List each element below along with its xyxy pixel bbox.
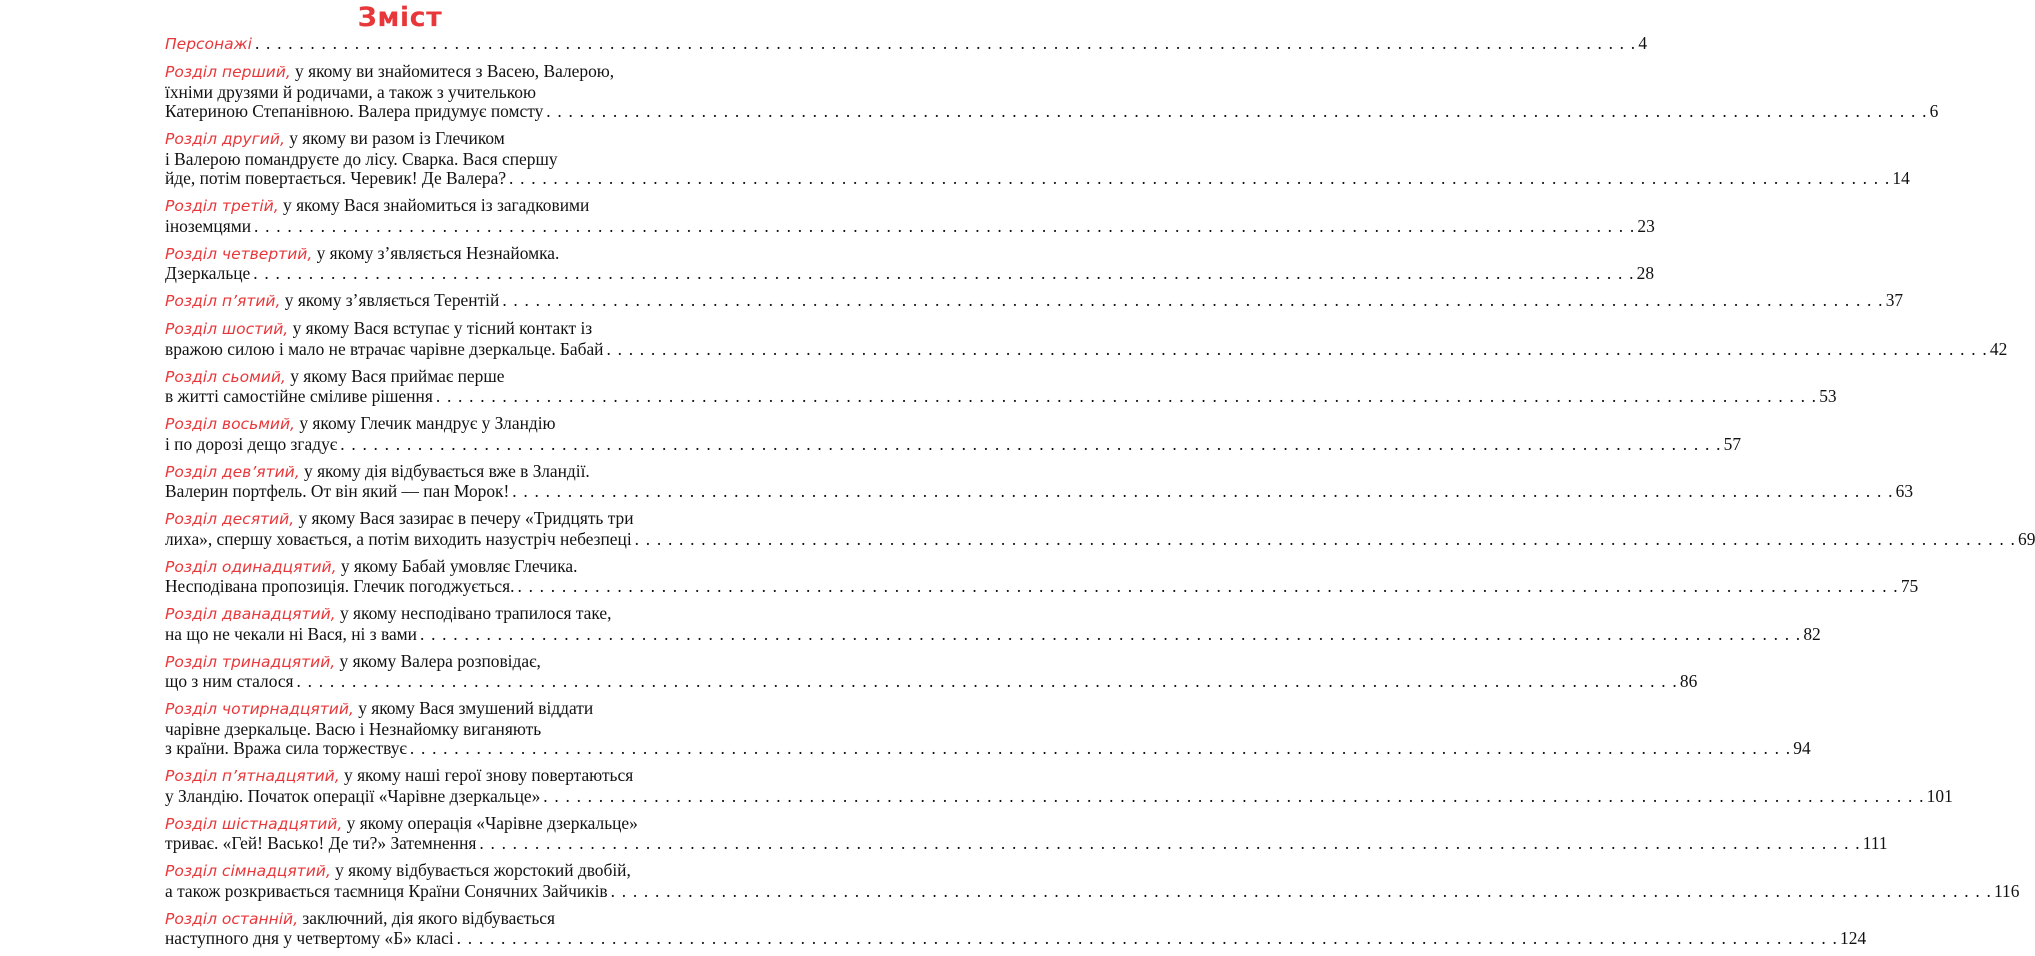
chapter-heading: Розділ перший, — [165, 63, 291, 81]
chapter-description: у якому наші герої знову повертаються — [339, 765, 634, 785]
chapter-description: Валерин портфель. От він який — пан Морок! — [165, 481, 510, 501]
toc-entry-line — [165, 766, 632, 787]
toc-entry[interactable] — [165, 195, 1655, 236]
toc-entry-text — [165, 604, 611, 625]
toc-entry-line — [165, 386, 1837, 407]
toc-entry-line — [165, 785, 1953, 807]
toc-entry-line — [165, 215, 1655, 237]
chapter-description: йде, потім повертається. Черевик! Де Валера? — [165, 168, 507, 188]
toc-entry-line — [165, 367, 632, 388]
toc-entry-line — [165, 462, 632, 483]
chapter-heading: Розділ чотирнадцятий, — [165, 700, 354, 718]
toc-entry-line — [165, 196, 632, 217]
page-number: 69 — [2018, 528, 2035, 549]
dot-leader — [407, 739, 1791, 759]
toc-entry-text — [165, 557, 577, 578]
page-number: 82 — [1803, 623, 1821, 644]
chapter-description: у якому ви знайомитеся з Васею, Валерою, — [290, 61, 615, 81]
toc-entry[interactable] — [165, 698, 1811, 759]
toc-entry-line — [165, 557, 632, 578]
chapter-description: з країни. Вража сила торжествує — [165, 738, 407, 758]
toc-entry[interactable] — [165, 365, 1837, 407]
toc-entry[interactable] — [165, 603, 1821, 644]
toc-entry-text — [165, 509, 634, 530]
dot-leader — [499, 291, 1883, 311]
toc-entry[interactable] — [165, 812, 1888, 854]
toc-entry-line — [165, 720, 632, 740]
toc-entry-line — [165, 604, 632, 625]
chapter-description: триває. «Гей! Васько! Де ти?» Затемнення — [165, 833, 477, 853]
toc-entry-line — [165, 62, 632, 83]
toc-entry-line — [165, 33, 1648, 55]
dot-leader — [506, 169, 1890, 189]
toc-entry-line — [165, 168, 1910, 189]
toc-entry-text — [165, 414, 556, 435]
page-number: 14 — [1892, 168, 1910, 188]
toc-entry-text — [165, 787, 540, 807]
chapter-heading: Розділ дев’ятий, — [165, 462, 300, 481]
toc-entry-text — [165, 129, 505, 150]
toc-entry-text — [165, 169, 506, 189]
chapter-heading: Розділ одинадцятий, — [165, 557, 337, 576]
chapter-heading: Розділ п’ятнадцятий, — [165, 767, 340, 785]
chapter-heading: Розділ четвертий, — [165, 244, 313, 263]
chapter-description: заключний, дія якого відбувається — [298, 907, 556, 928]
toc-entry-text — [165, 530, 632, 550]
toc-entry[interactable] — [165, 650, 1698, 692]
toc-entry-line — [165, 319, 632, 340]
chapter-description: чарівне дзеркальце. Васю і Незнайомку виганяють — [165, 718, 542, 739]
dot-leader — [454, 929, 1838, 949]
chapter-heading: Розділ шостий, — [165, 320, 289, 338]
toc-entry-line — [165, 290, 1904, 312]
toc-entry-line — [165, 129, 632, 150]
chapter-description: у якому Бабай умовляє Глечика. — [336, 555, 578, 576]
chapter-description: а також розкривається таємниця Країни Сонячних Зайчиків — [165, 880, 608, 901]
dot-leader — [509, 482, 1893, 502]
chapter-heading: Розділ п’ятий, — [165, 292, 281, 310]
toc-entry-line — [165, 414, 632, 435]
chapter-description: у якому Вася вступає у тісний контакт із — [288, 318, 593, 338]
toc-entry-text — [165, 244, 559, 265]
dot-leader — [337, 435, 1721, 455]
chapter-description: вражою силою і мало не втрачає чарівне дзеркальце. Бабай — [165, 338, 604, 359]
toc-entry[interactable] — [165, 318, 2008, 359]
chapter-description: лиха», спершу ховається, а потім виходить назустріч небезпеці — [165, 528, 632, 549]
chapter-description: їхніми друзями й родичами, а також з учителькою — [165, 81, 536, 102]
toc-entry-line — [165, 623, 1821, 645]
dot-leader — [632, 530, 2016, 550]
toc-entry-text — [165, 462, 590, 483]
chapter-description: у якому несподівано трапилося таке, — [335, 603, 612, 623]
chapter-description: Дзеркальце — [165, 263, 251, 283]
dot-leader — [433, 387, 1817, 407]
page-number: 111 — [1862, 833, 1888, 853]
toc-entry-line — [165, 576, 1919, 597]
toc-entry-text — [165, 34, 252, 55]
toc-entry-text — [165, 814, 638, 835]
toc-entry-line — [165, 528, 2035, 550]
toc-entry-text — [165, 834, 476, 854]
toc-entry[interactable] — [165, 860, 2020, 901]
toc-entry[interactable] — [165, 765, 1953, 806]
chapter-description: у якому відбувається жорстокий двобій, — [330, 860, 631, 880]
chapter-heading: Персонажі — [165, 35, 252, 53]
chapter-description: у якому Вася зазирає в печеру «Тридцять три — [294, 508, 634, 528]
dot-leader — [514, 577, 1898, 597]
toc-entry-line — [165, 738, 1811, 759]
chapter-description: у якому з’являється Незнайомка. — [312, 242, 560, 263]
toc-entry-text — [165, 196, 589, 217]
toc-entry-line — [165, 928, 1867, 949]
toc-entry-line — [165, 880, 2020, 902]
page-number: 23 — [1637, 215, 1655, 236]
page-number: 28 — [1636, 263, 1655, 283]
toc-entry-text — [165, 435, 337, 455]
toc-entry-line — [165, 150, 632, 170]
toc-entry-text — [165, 652, 541, 673]
dot-leader — [294, 672, 1678, 692]
chapter-description: у якому операція «Чарівне дзеркальце» — [342, 812, 638, 833]
chapter-description: у якому Вася приймає перше — [285, 365, 505, 386]
page-number: 37 — [1885, 290, 1904, 310]
chapter-description: у якому Вася змушений віддати — [353, 698, 594, 718]
toc-entry-line — [165, 861, 632, 882]
toc-entry-text — [165, 699, 593, 720]
toc-entry-text — [165, 367, 504, 388]
toc-entry-text — [165, 217, 251, 237]
chapter-heading: Розділ сімнадцятий, — [165, 862, 331, 880]
dot-leader — [252, 34, 1636, 54]
dot-leader — [417, 625, 1801, 645]
page-number: 4 — [1638, 33, 1648, 53]
toc-entry[interactable] — [165, 242, 1655, 284]
toc-entry-text — [165, 340, 604, 360]
chapter-heading: Розділ восьмий, — [165, 415, 295, 433]
toc-entry-text — [165, 739, 407, 759]
toc-entry[interactable] — [165, 61, 1939, 122]
chapter-description: і по дорозі дещо згадує — [165, 433, 338, 454]
toc-entry-line — [165, 812, 638, 835]
page-number: 101 — [1926, 785, 1953, 806]
toc-entry-line — [165, 909, 632, 930]
toc-entry-text — [165, 387, 433, 407]
page-number: 63 — [1895, 481, 1914, 501]
toc-entry[interactable] — [165, 290, 1904, 312]
toc-entry[interactable] — [165, 555, 1919, 597]
toc-entry-line — [165, 652, 632, 673]
chapter-description: в житті самостійне сміливе рішення — [165, 386, 433, 406]
page-number: 94 — [1793, 738, 1811, 758]
chapter-description: у якому ви разом із Глечиком — [284, 128, 505, 148]
page-title: Зміст — [357, 2, 443, 33]
toc-entry-text — [165, 720, 541, 740]
toc-entry-text — [165, 102, 543, 122]
page-number: 6 — [1929, 101, 1939, 121]
toc-entry-line — [165, 833, 1888, 854]
page-number: 42 — [1989, 338, 2008, 359]
toc-entry-text — [165, 766, 633, 787]
page-number: 116 — [1994, 880, 2020, 901]
toc-entry-line — [165, 509, 632, 530]
chapter-heading: Розділ десятий, — [165, 510, 295, 528]
dot-leader — [608, 882, 1992, 902]
toc-entry-text — [165, 62, 614, 83]
toc-list — [165, 33, 2035, 956]
chapter-description: і Валерою помандруєте до лісу. Сварка. Вася спершу — [165, 148, 558, 169]
toc-entry-text — [165, 291, 499, 312]
toc-entry-text — [165, 150, 558, 170]
page-number: 53 — [1819, 386, 1837, 406]
toc-entry-text — [165, 83, 536, 103]
chapter-description: у Зландію. Початок операції «Чарівне дзеркальце» — [165, 785, 541, 806]
toc-entry-line — [165, 699, 632, 720]
toc-entry-text — [165, 264, 250, 284]
chapter-description: іноземцями — [165, 215, 252, 236]
toc-entry-line — [165, 101, 1939, 122]
page-number: 86 — [1679, 671, 1698, 691]
dot-leader — [250, 264, 1634, 284]
chapter-description: у якому з’являється Терентій — [280, 290, 500, 310]
chapter-description: Несподівана пропозиція. Глечик погоджується. — [165, 576, 515, 596]
toc-entry-text — [165, 861, 631, 882]
chapter-description: що з ним сталося — [165, 671, 294, 691]
page-number: 57 — [1723, 433, 1742, 454]
chapter-description: Катериною Степанівною. Валера придумує помсту — [165, 101, 544, 121]
chapter-description: у якому Глечик мандрує у Зландію — [294, 413, 556, 433]
toc-entry[interactable] — [165, 33, 1648, 55]
chapter-description: на що не чекали ні Вася, ні з вами — [165, 623, 417, 644]
toc-entry-text — [165, 909, 555, 930]
toc-entry-line — [165, 433, 1742, 455]
toc-entry-text — [165, 672, 294, 692]
dot-leader — [540, 787, 1924, 807]
toc-entry-text — [165, 929, 454, 949]
dot-leader — [476, 834, 1860, 854]
chapter-heading: Розділ дванадцятий, — [165, 605, 336, 623]
toc-entry[interactable] — [165, 460, 1914, 502]
toc-entry[interactable] — [165, 508, 2035, 549]
dot-leader — [251, 217, 1635, 237]
toc-entry-text — [165, 625, 417, 645]
toc-entry[interactable] — [165, 907, 1867, 949]
chapter-heading: Розділ другий, — [165, 130, 285, 148]
dot-leader — [543, 102, 1927, 122]
dot-leader — [604, 340, 1988, 360]
toc-entry-text — [165, 482, 509, 502]
page-number: 124 — [1840, 928, 1867, 948]
toc-entry-line — [165, 244, 632, 265]
toc-entry-text — [165, 882, 608, 902]
toc-entry-line — [165, 671, 1698, 692]
toc-entry-text — [165, 319, 592, 340]
toc-entry-line — [165, 338, 2008, 360]
chapter-description: наступного дня у четвертому «Б» класі — [165, 928, 454, 948]
chapter-description: у якому Валера розповідає, — [335, 650, 541, 671]
toc-entry-text — [165, 577, 514, 597]
toc-entry-line — [165, 83, 632, 103]
chapter-heading: Розділ шістнадцятий, — [165, 814, 343, 833]
chapter-heading: Розділ останній, — [165, 909, 299, 928]
toc-entry-line — [165, 481, 1914, 502]
chapter-heading: Розділ сьомий, — [165, 367, 286, 386]
toc-entry-line — [165, 263, 1655, 284]
toc-entry[interactable] — [165, 128, 1910, 189]
chapter-description: у якому дія відбувається вже в Зландії. — [299, 460, 590, 481]
chapter-heading: Розділ тринадцятий, — [165, 652, 336, 671]
chapter-heading: Розділ третій, — [165, 197, 279, 215]
toc-entry[interactable] — [165, 413, 1742, 454]
page-number: 75 — [1900, 576, 1919, 596]
chapter-description: у якому Вася знайомиться із загадковими — [278, 195, 590, 215]
